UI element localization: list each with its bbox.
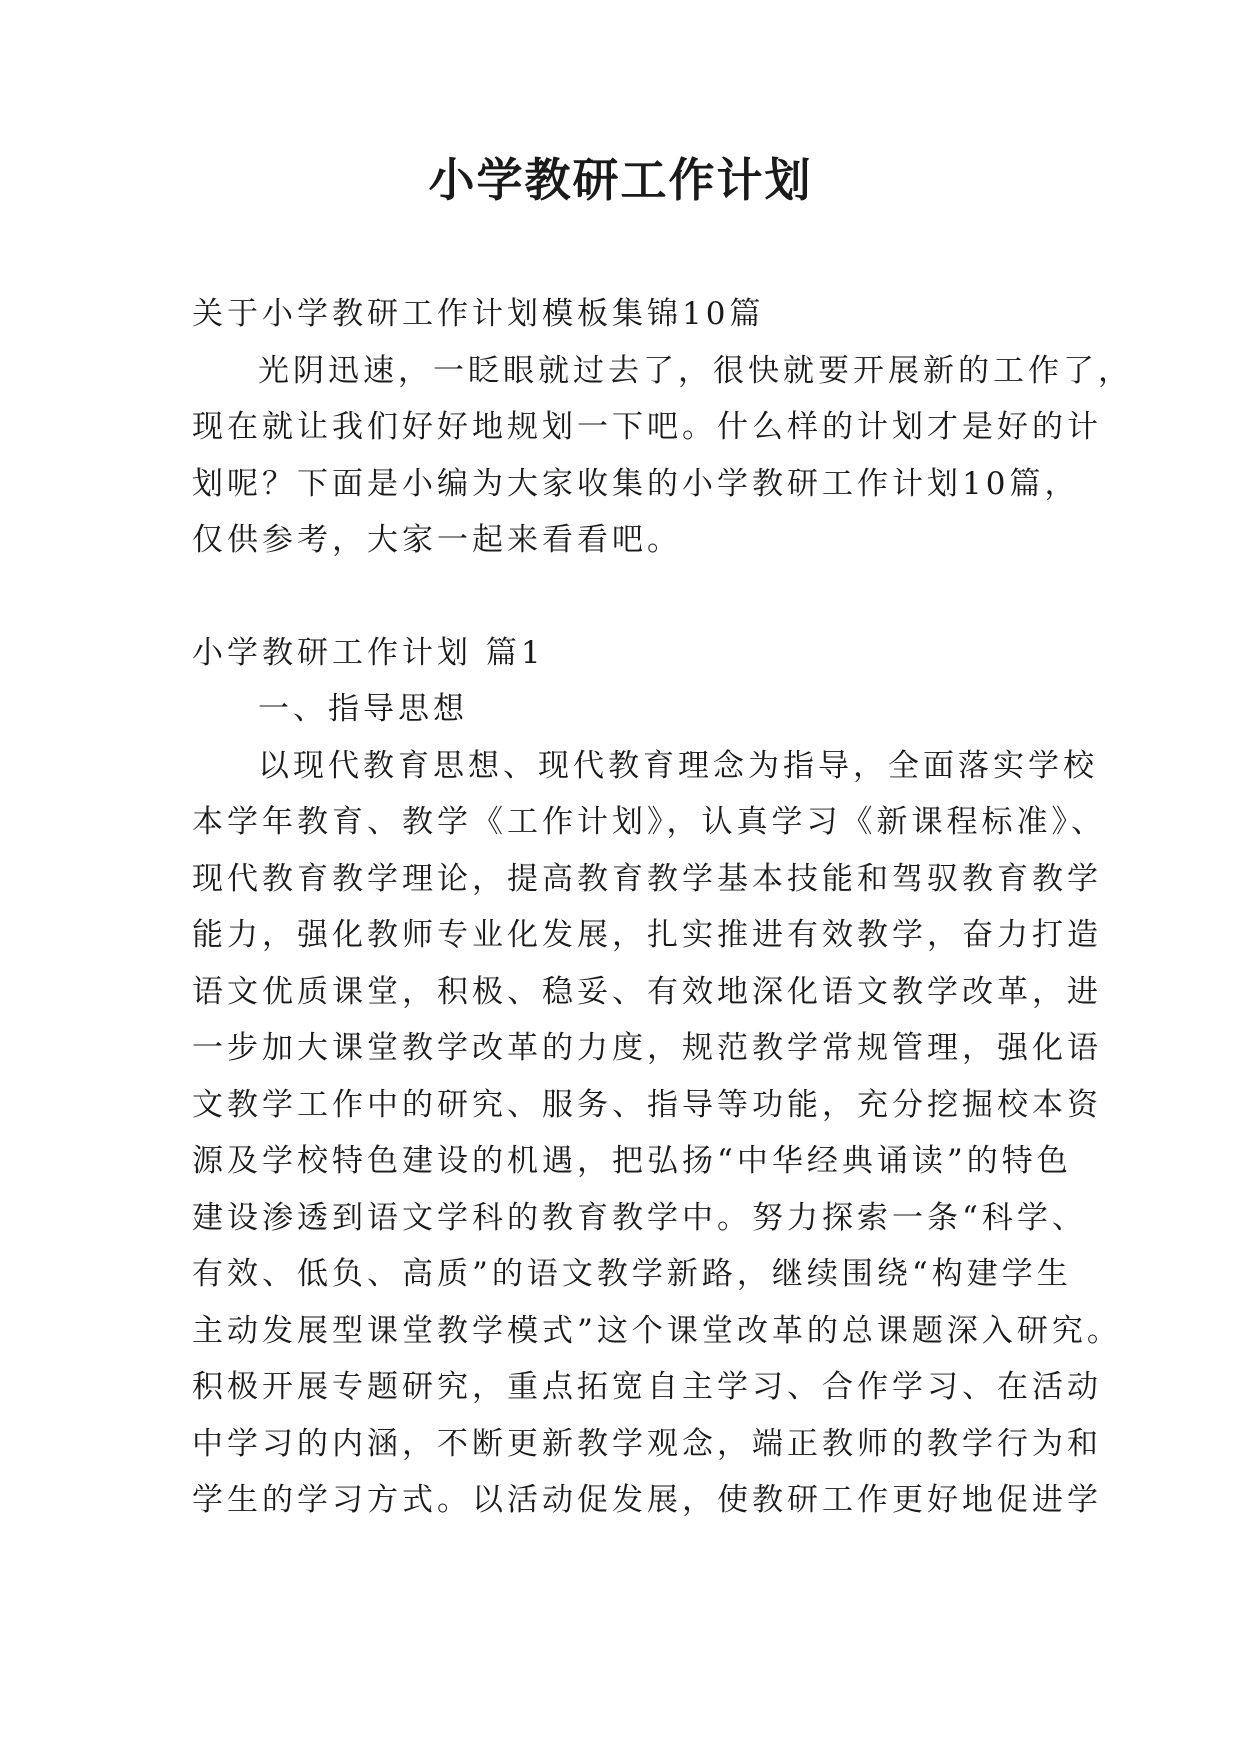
body-line: 本学年教育、教学《工作计划》，认真学习《新课程标准》、 [192,804,1106,840]
intro-line: 仅供参考，大家一起来看看吧。 [192,522,682,558]
body-line: 现代教育教学理论，提高教育教学基本技能和驾驭教育教学 [192,860,1102,897]
subheading: 一、指导思想 [258,691,468,727]
body-line: 以现代教育思想、现代教育理念为指导，全面落实学校 [258,747,1098,784]
body-line: 有效、低负、高质”的语文教学新路，继续围绕“构建学生 [192,1256,1072,1292]
document-body [192,286,1133,1529]
body-line: 中学习的内涵，不断更新教学观念，端正教师的教学行为和 [192,1425,1102,1462]
section-heading: 小学教研工作计划 篇1 [192,634,545,671]
document-title: 小学教研工作计划 [428,153,813,207]
body-line: 建设渗透到语文学科的教育教学中。努力探索一条“科学、 [192,1199,1087,1236]
body-line: 能力，强化教师专业化发展，扎实推进有效教学，奋力打造 [192,917,1102,953]
body-line: 文教学工作中的研究、服务、指导等功能，充分挖掘校本资 [192,1086,1102,1123]
body-line: 一步加大课堂教学改革的力度，规范教学常规管理，强化语 [192,1030,1102,1066]
intro-line: 划呢？下面是小编为大家收集的小学教研工作计划10篇， [192,465,1080,502]
intro-line: 光阴迅速，一眨眼就过去了，很快就要开展新的工作了， [258,352,1133,389]
document-subtitle: 关于小学教研工作计划模板集锦10篇 [192,296,765,332]
body-line: 源及学校特色建设的机遇，把弘扬“中华经典诵读”的特色 [192,1143,1072,1179]
intro-line: 现在就让我们好好地规划一下吧。什么样的计划才是好的计 [192,409,1102,445]
body-line: 主动发展型课堂教学模式”这个课堂改革的总课题深入研究。 [192,1312,1122,1349]
body-line: 积极开展专题研究，重点拓宽自主学习、合作学习、在活动 [192,1369,1102,1405]
body-line: 学生的学习方式。以活动促发展，使教研工作更好地促进学 [192,1482,1102,1518]
body-line: 语文优质课堂，积极、稳妥、有效地深化语文教学改革，进 [192,973,1102,1010]
paragraph-gap [192,569,1072,625]
